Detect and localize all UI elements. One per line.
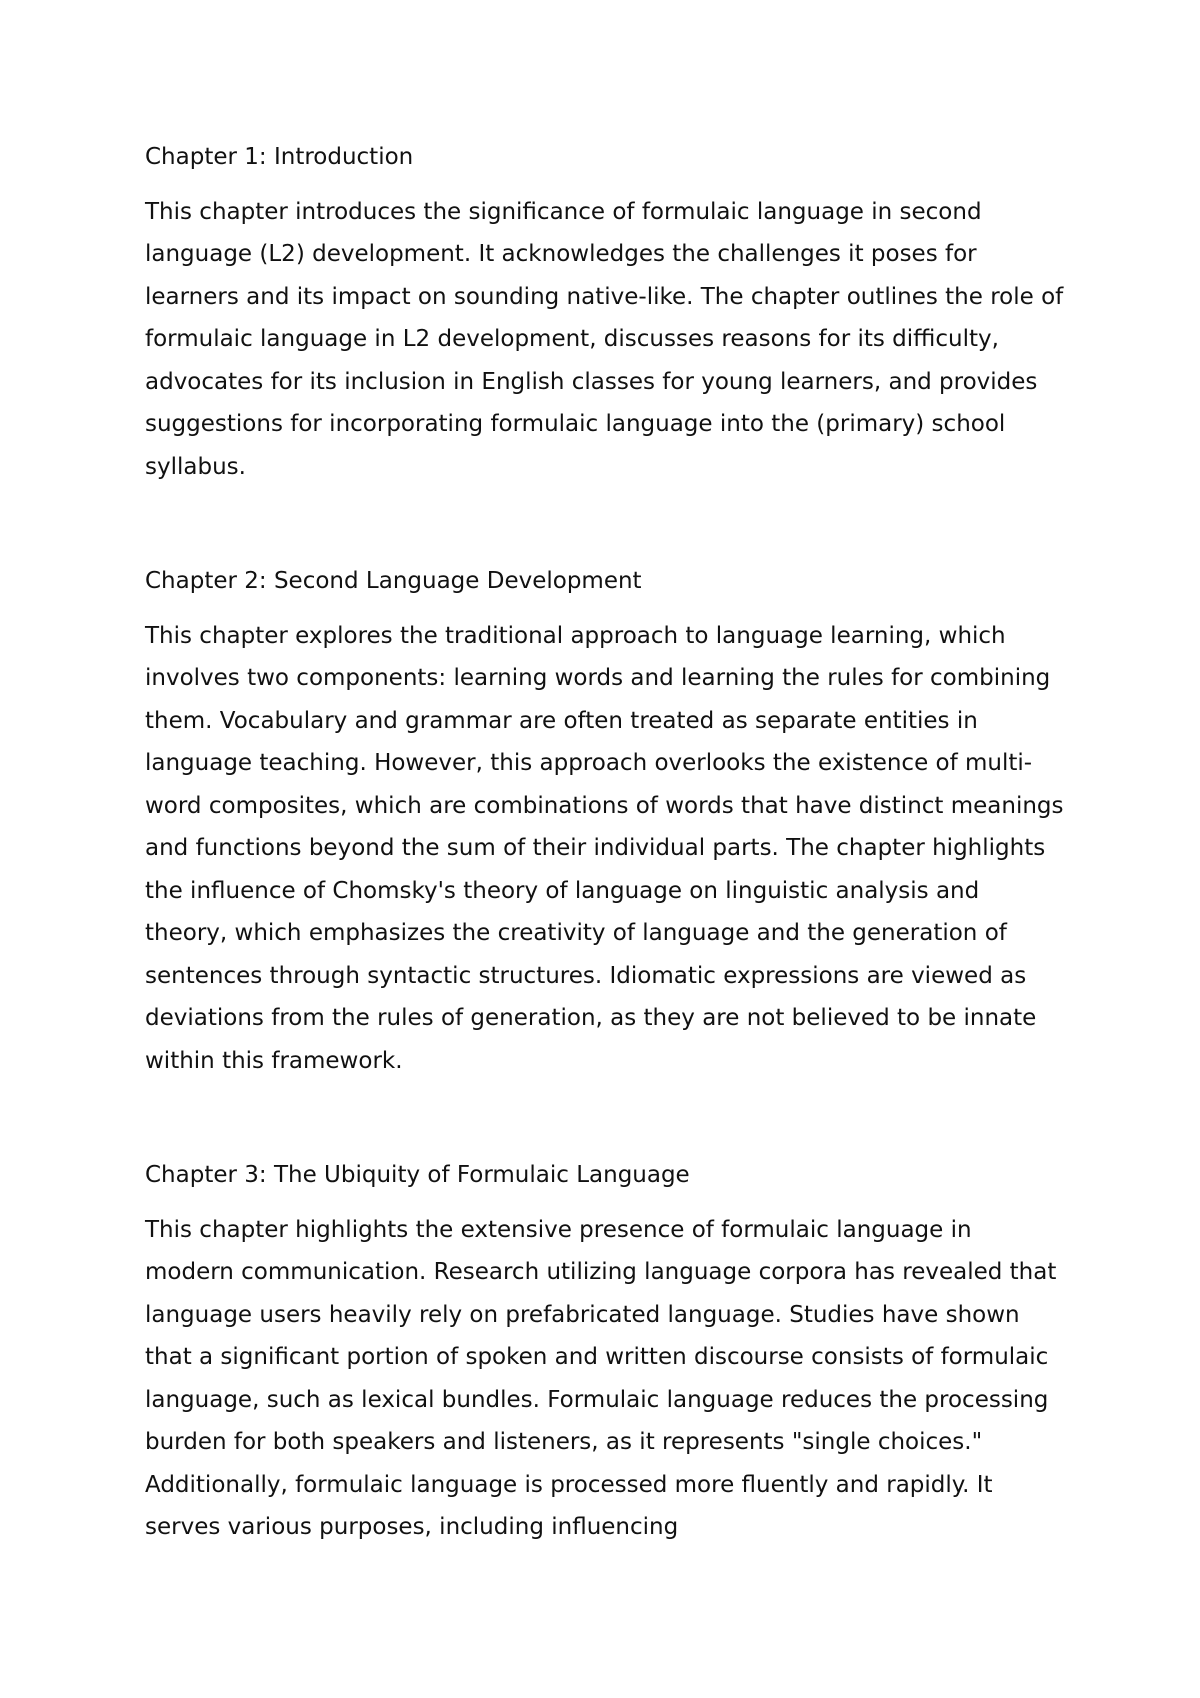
chapter-body: This chapter highlights the extensive presence of formulaic language in modern communication. Research utilizing language corpora has revealed that language users heavily rely on prefabricated language. Studies have shown that a significant portion of spoken and written discourse consists of formulaic language, such as lexical bundles. Formulaic language reduces the processing burden for both speakers and listeners, as it represents "single choices." Additionally, formulaic language is processed more fluently and rapidly. It serves various purposes, including influencing (145, 1216, 1057, 1540)
chapter-1-section (145, 136, 1065, 488)
chapter-body: This chapter explores the traditional approach to language learning, which involves two components: learning words and learning the rules for combining them. Vocabulary and grammar are often treated as separate entities in language teaching. However, this approach overlooks the existence of multi-word composites, which are combinations of words that have distinct meanings and functions beyond the sum of their individual parts. The chapter highlights the influence of Chomsky's theory of language on linguistic analysis and theory, which emphasizes the creativity of language and the generation of sentences through syntactic structures. Idiomatic expressions are viewed as deviations from the rules of generation, as they are not believed to be innate within this framework. (145, 622, 1064, 1074)
chapter-2-section (145, 560, 1065, 1082)
chapter-body: This chapter introduces the significance of formulaic language in second language (L2) development. It acknowledges the challenges it poses for learners and its impact on sounding native-like. The chapter outlines the role of formulaic language in L2 development, discusses reasons for its difficulty, advocates for its inclusion in English classes for young learners, and provides suggestions for incorporating formulaic language into the (primary) school syllabus. (145, 198, 1064, 480)
chapter-heading: Chapter 3: The Ubiquity of Formulaic Language (145, 1162, 690, 1188)
document-page (145, 136, 1065, 1549)
chapter-heading: Chapter 1: Introduction (145, 144, 414, 170)
chapter-heading: Chapter 2: Second Language Development (145, 568, 642, 594)
chapter-3-section (145, 1154, 1065, 1549)
